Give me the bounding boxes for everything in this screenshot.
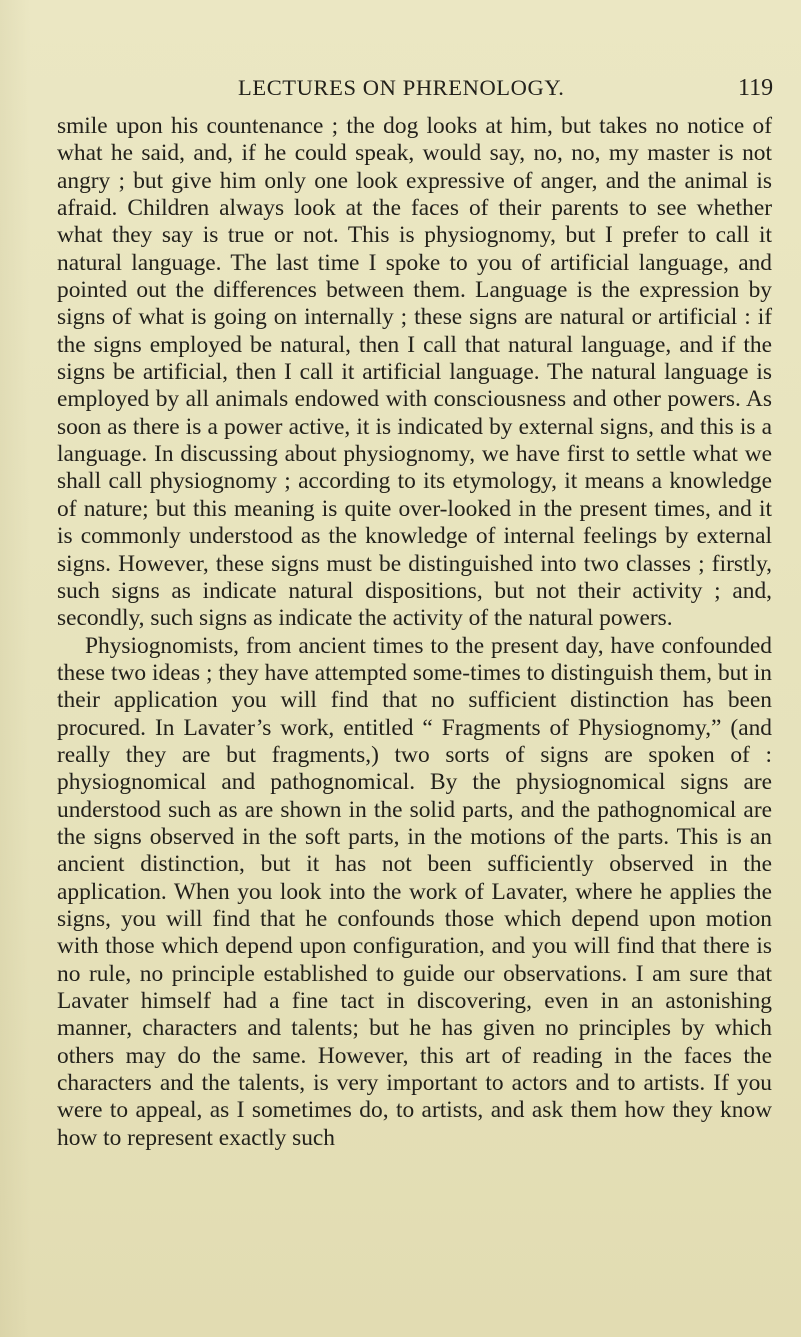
page-header xyxy=(0,72,801,104)
paragraph: Physiognomists, from ancient times to the present day, have confounded these two ideas ; they have attempted some-times to distinguish them, but in their application you will find that no sufficient distinction has been procured. In Lavater’s work, entitled “ Fragments of Physiognomy,” (and really they are but fragments,) two sorts of signs are spoken of : physiognomical and pathognomical. By the physiognomical signs are understood such as are shown in the solid parts, and the pathognomical are the signs observed in the soft parts, in the motions of the parts. This is an ancient distinction, but it has not been sufficiently observed in the application. When you look into the work of Lavater, where he applies the signs, you will find that he confounds those which depend upon motion with those which depend upon configuration, and you will find that there is no rule, no principle established to guide our observations. I am sure that Lavater himself had a fine tact in discovering, even in an astonishing manner, characters and talents; but he has given no principles by which others may do the same. However, this art of reading in the faces the characters and the talents, is very important to actors and to artists. If you were to appeal, as I sometimes do, to artists, and ask them how they know how to represent exactly such xyxy=(57,632,772,1151)
running-title: LECTURES ON PHRENOLOGY. xyxy=(238,75,565,100)
body-text xyxy=(57,113,772,1152)
page-number: 119 xyxy=(738,75,774,101)
paragraph: smile upon his countenance ; the dog looks at him, but takes no notice of what he said, and, if he could speak, would say, no, no, my master is not angry ; but give him only one look expressive of anger, and the animal is afraid. Children always look at the faces of their parents to see whether what they say is true or not. This is physiognomy, but I prefer to call it natural language. The last time I spoke to you of artificial language, and pointed out the differences between them. Language is the expression by signs of what is going on internally ; these signs are natural or artificial : if the signs employed be natural, then I call that natural language, and if the signs be artificial, then I call it artificial language. The natural language is employed by all animals endowed with consciousness and other powers. As soon as there is a power active, it is indicated by external signs, and this is a language. In discussing about physiognomy, we have first to settle what we shall call physiognomy ; according to its etymology, it means a knowledge of nature; but this meaning is quite over-looked in the present times, and it is commonly understood as the knowledge of internal feelings by external signs. However, these signs must be distinguished into two classes ; firstly, such signs as indicate natural dispositions, but not their activity ; and, secondly, such signs as indicate the activity of the natural powers. xyxy=(57,113,772,632)
